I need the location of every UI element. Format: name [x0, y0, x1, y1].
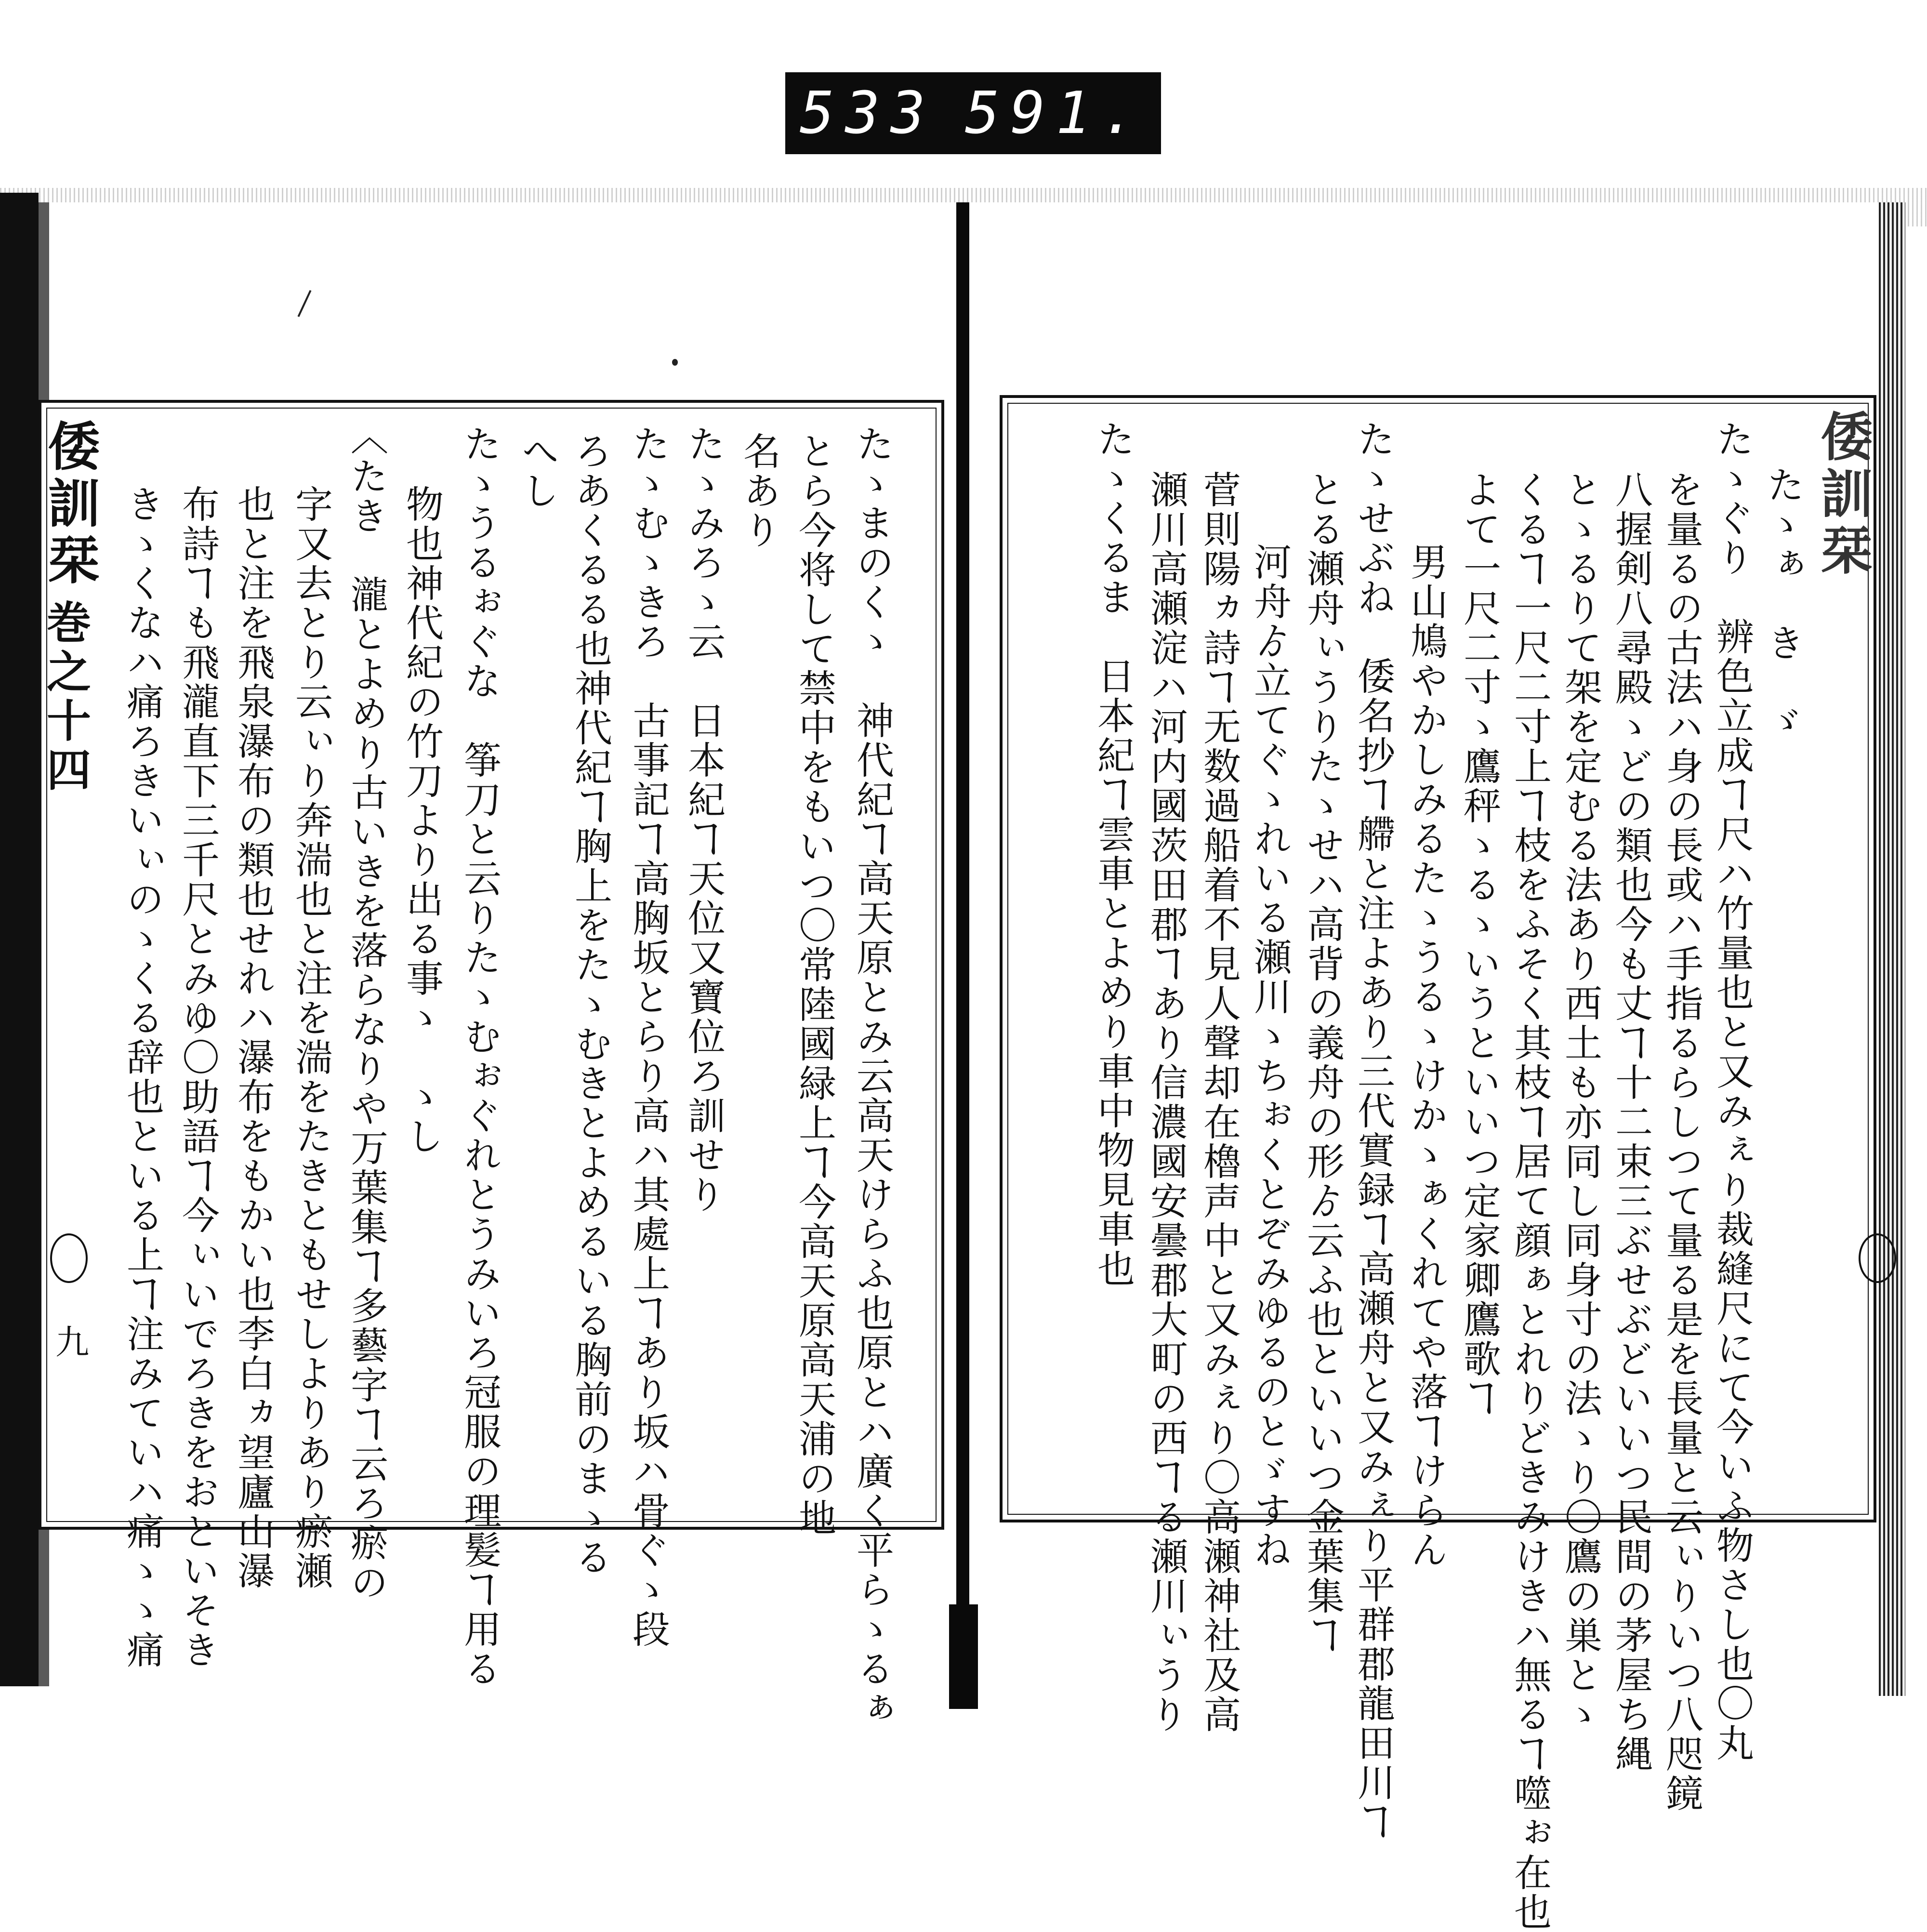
text-column: とら今将して禁中をもいつ〇常陸國緑上ヿ今高天原高天浦の地 [792, 432, 836, 1538]
fold-mark-circle [50, 1233, 88, 1283]
text-column: へし [515, 432, 559, 511]
margin-strip-left [39, 419, 106, 1045]
margin-strip-right [1812, 410, 1874, 795]
text-column: 菅則陽ヵ詩ヿ无数過船着不見人聲却在櫓声中と又みぇり〇高瀬神社及高 [1197, 470, 1241, 1734]
book-title: 倭訓栞 [39, 419, 100, 590]
text-column: ろあくるる也神代紀ヿ胸上をたゝむきとよめるいる胸前のまゝる [568, 432, 612, 1577]
volume-label: 巻之十四 [40, 599, 92, 796]
spine-shadow [949, 1604, 978, 1709]
fold-mark-circle [1859, 1233, 1896, 1283]
text-column: とゝるりて架を定むる法あり西土も亦同し同身寸の法ゝり〇鷹の巣とゝ [1558, 470, 1602, 1734]
text-column: 名あり [737, 432, 780, 550]
text-column: 〈たき 瀧とよめり古いきを落らなりや万葉集ヿ多藝字ヿ云ろ瘀の [344, 417, 388, 1602]
text-column: たゝせぶね 倭名抄ヿ艜と注よあり三代實録ヿ高瀬舟と又みぇり平群郡龍田川ヿ [1351, 420, 1395, 1842]
text-column: を量るの古法ハ身の長或ハ手指るらしつて量る是を長量と云ぃりいつ八咫鏡 [1660, 470, 1703, 1813]
text-column: くるヿ一尺二寸上ヿ枝をふそく其枝ヿ居て顔ぁとれりどきみけきハ無るヿ噬ぉ在也 [1508, 470, 1551, 1932]
text-column: たゝむゝきろ 古事記ヿ高胸坂とらり高ハ其處上ヿあり坂ハ骨ぐゝ段 [626, 424, 670, 1649]
text-column: 物也神代紀の竹刀より出る事ゝ ゝし [400, 485, 443, 1156]
text-column: 也と注を飛泉瀑布の類也せれハ瀑布をもかい也李白ヵ望廬山瀑 [231, 485, 275, 1591]
text-column: 布詩ヿも飛瀧直下三千尺とみゆ〇助語ヿ今ぃいでろきをおといそき [176, 485, 219, 1670]
text-column: とる瀬舟ぃうりたゝせハ高背の義舟の形ゟ云ふ也といいつ金葉集ヿ [1301, 470, 1344, 1655]
text-column: きゝくなハ痛ろきいぃのゝくる辞也といる上ヿ注みていハ痛ゝゝ痛 [120, 485, 164, 1670]
text-column: たゝぐり 辨色立成ヿ尺ハ竹量也と又みぇり裁縫尺にて今いふ物さし也〇丸 [1710, 420, 1754, 1763]
right-page-edges [1879, 202, 1905, 1696]
text-column: 男山鳩やかしみるたゝうるゝけかゝぁくれてや落ヿけらん [1404, 543, 1448, 1570]
book-title: 倭訓栞 [1812, 410, 1873, 580]
call-number-left: 533 [800, 79, 936, 147]
text-column: たゝぁ き ゞ [1761, 465, 1804, 742]
book-spine [956, 202, 969, 1709]
right-text-frame [1000, 395, 1876, 1932]
left-book-cover [0, 193, 39, 1686]
page-number: 九 [55, 1323, 89, 1362]
text-column: 河舟ゟ立てぐゝれいる瀬川ゝちぉくとぞみゆるのとゞすね [1248, 543, 1291, 1570]
call-number-right: 591. [965, 79, 1147, 147]
text-column: たゝうるぉぐな 筝刀と云りたゝむぉぐれとうみいろ冠服の理髪ヿ用る [458, 424, 501, 1689]
text-column: たゝくるま 日本紀ヿ雲車とよめり車中物見車也 [1091, 420, 1135, 1289]
text-column: たゝみろゝ云 日本紀ヿ天位又寶位ろ訓せり [682, 424, 725, 1215]
text-column: よて一尺二寸ゝ鷹秤ゝるゝいうといいつ定家卿鷹歌ヿ [1457, 470, 1501, 1418]
text-column: 八握剣八尋殿ゝどの類也今も丈ヿ十二束三ぶせぶどいいつ民間の茅屋ち縄 [1609, 470, 1652, 1774]
left-text-frame [39, 400, 944, 1728]
call-number-label [785, 72, 1161, 154]
text-column: 字又去とり云ぃり奔湍也と注を湍をたきともせしよりあり瘀瀬 [289, 485, 332, 1591]
text-column: たゝまのくゝ 神代紀ヿ高天原とみ云高天けらふ也原とハ廣く平らゝるぁ [850, 424, 894, 1728]
text-column: 瀬川高瀬淀ハ河内國茨田郡ヿあり信濃國安曇郡大町の西ヿる瀬川ぃうり [1144, 470, 1188, 1734]
stray-mark [672, 359, 678, 366]
